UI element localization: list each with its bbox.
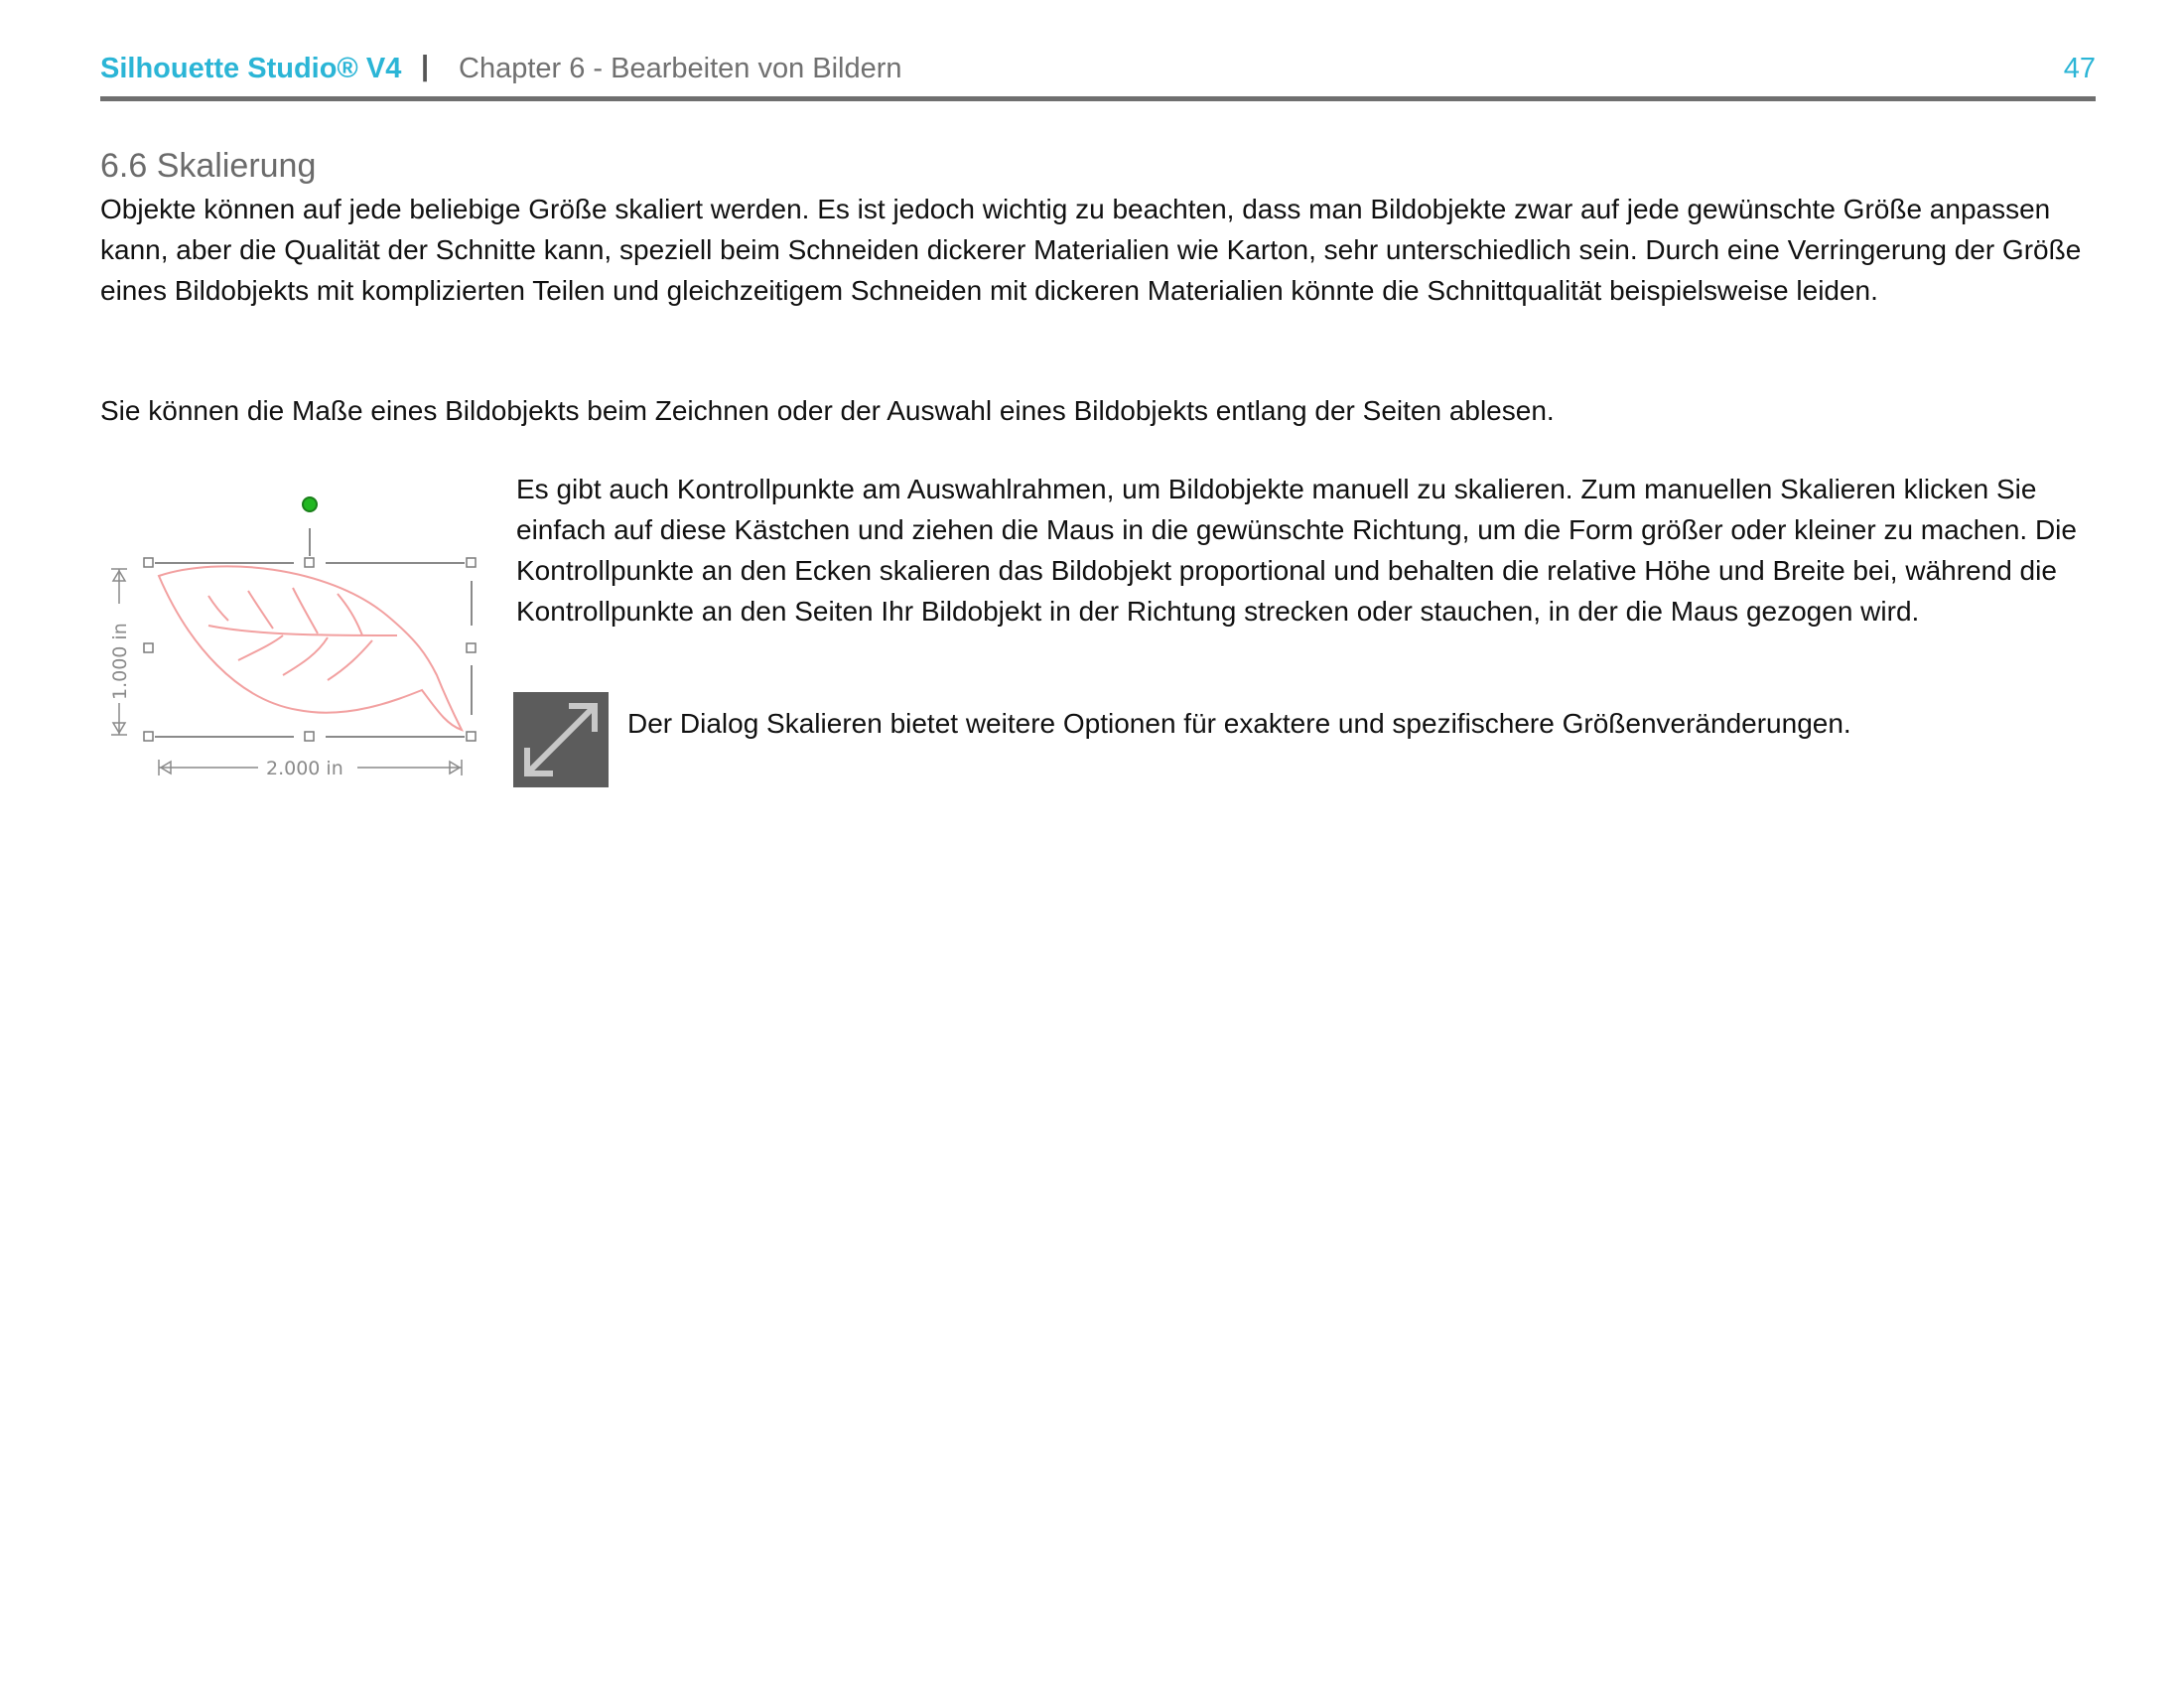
control-point-bottom-left: [144, 732, 153, 741]
control-points-paragraph: Es gibt auch Kontrollpunkte am Auswahlrahmen, um Bildobjekte manuell zu skalieren. Zum manuellen Skalieren klicken Sie einfach auf diese Kästchen und ziehen die Maus in die gewünschte Richtung, um die Form größer oder kleiner zu machen. Die Kontrollpunkte an den Ecken skalieren das Bildobjekt proportional und behalten die relative Höhe und Breite bei, während die Kontrollpunkte an den Seiten Ihr Bildobjekt in der Richtung strecken oder stauchen, in der die Maus gezogen wird.: [516, 474, 2077, 627]
control-point-bottom-right: [467, 732, 476, 741]
scale-dialog-paragraph: Der Dialog Skalieren bietet weitere Optionen für exaktere und spezifischere Größenveränderungen.: [627, 708, 1851, 739]
scaling-figure: [99, 487, 496, 784]
chapter-title: Chapter 6 - Bearbeiten von Bildern: [459, 53, 902, 84]
height-label: 1.000 in: [109, 623, 131, 700]
header-rule: [100, 96, 2096, 101]
leaf-selection-illustration: [99, 487, 496, 784]
leaf-icon: [159, 566, 462, 730]
brand-title: Silhouette Studio® V4: [100, 53, 402, 84]
page-number: 47: [2063, 53, 2096, 84]
width-label: 2.000 in: [266, 758, 343, 779]
scale-dialog-button[interactable]: [513, 692, 609, 787]
intro-paragraph: Objekte können auf jede beliebige Größe skaliert werden. Es ist jedoch wichtig zu beachten, dass man Bildobjekte zwar auf jede gewünschte Größe anpassen kann, aber die Qualität der Schnitte kann, speziell beim Schneiden dickerer Materialien wie Karton, sehr unterschiedlich sein. Durch eine Verringerung der Größe eines Bildobjekts mit komplizierten Teilen und gleichzeitigem Schneiden mit dickeren Materialien könnte die Schnittqualität beispielsweise leiden.: [100, 194, 2082, 306]
rotate-handle-icon: [303, 497, 317, 511]
control-point-left: [144, 643, 153, 652]
section-title: 6.6 Skalierung: [100, 147, 317, 185]
diagonal-arrow-icon: [513, 692, 609, 787]
control-point-top-center: [305, 558, 314, 567]
control-point-right: [467, 643, 476, 652]
page-header: [100, 50, 2096, 91]
dimensions-paragraph: Sie können die Maße eines Bildobjekts beim Zeichnen oder der Auswahl eines Bildobjekts entlang der Seiten ablesen.: [100, 395, 1555, 426]
control-point-top-right: [467, 558, 476, 567]
control-point-top-left: [144, 558, 153, 567]
control-point-bottom-center: [305, 732, 314, 741]
header-separator: |: [421, 51, 430, 82]
